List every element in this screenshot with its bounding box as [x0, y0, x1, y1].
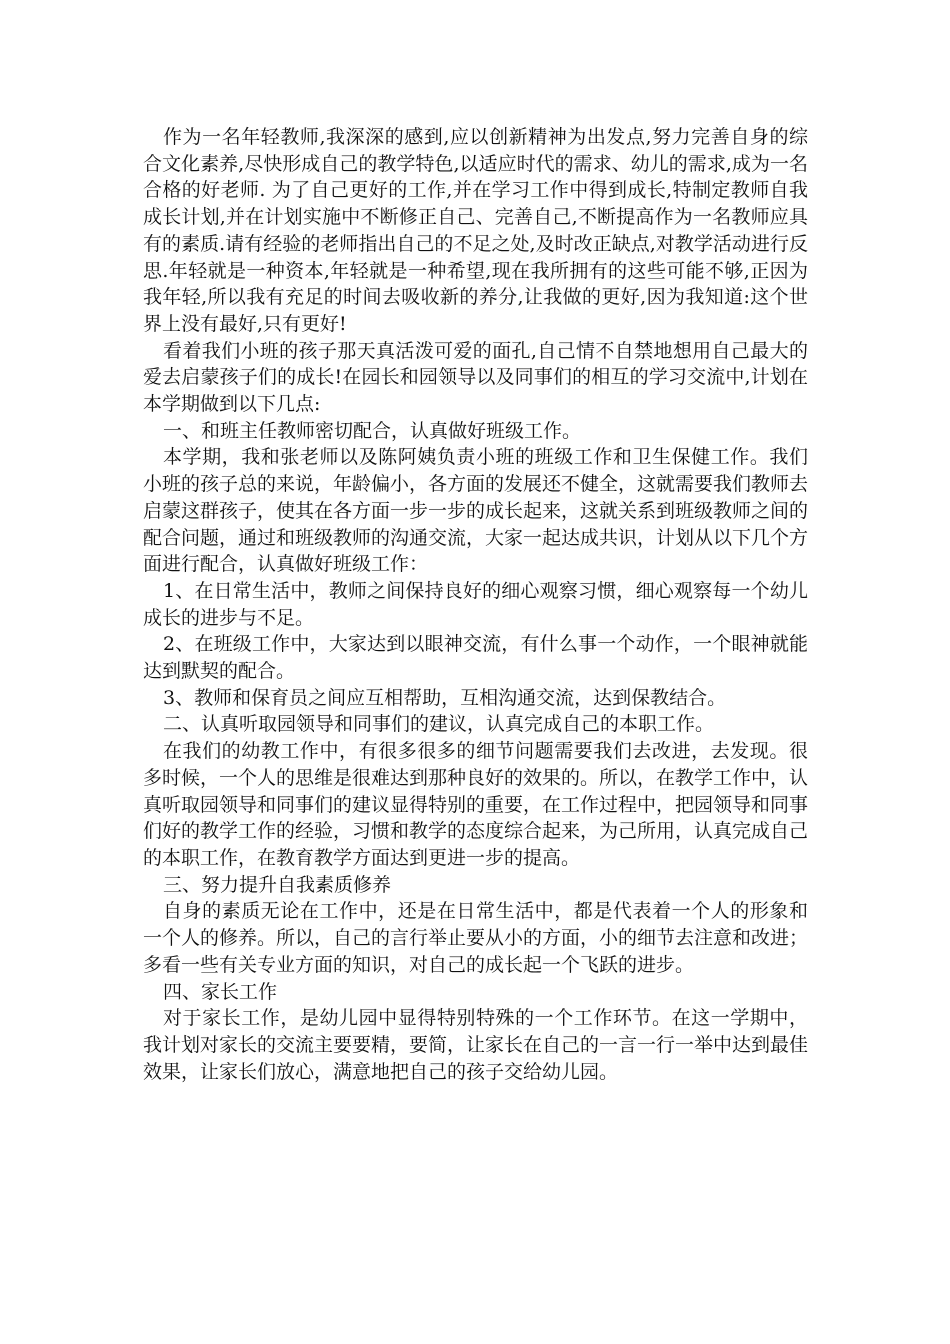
section-2-paragraph: 在我们的幼教工作中，有很多很多的细节问题需要我们去改进，去发现。很多时候，一个人的思维是很难达到那种良好的效果的。所以，在教学工作中，认真听取园领导和同事们的建议显得特别的重要，在工作过程中，把园领导和同事们好的教学工作的经验，习惯和教学的态度综合起来，为己所用，认真完成自己的本职工作，在教育教学方面达到更进一步的提高。: [143, 740, 809, 869]
document-body: [143, 124, 808, 1085]
section-1-paragraph: 本学期，我和张老师以及陈阿姨负责小班的班级工作和卫生保健工作。我们小班的孩子总的来说，年龄偏小，各方面的发展还不健全，这就需要我们教师去启蒙这群孩子，使其在各方面一步一步的成长起来，这就关系到班级教师之间的配合问题，通过和班级教师的沟通交流，大家一起达成共识，计划从以下几个方面进行配合，认真做好班级工作：: [143, 446, 809, 576]
section-3-paragraph: 自身的素质无论在工作中，还是在日常生活中，都是代表着一个人的形象和一个人的修养。所以，自己的言行举止要从小的方面，小的细节去注意和改进；多看一些有关专业方面的知识，对自己的成长起一个飞跃的进步。: [143, 900, 809, 976]
list-item-2: 2、在班级工作中，大家达到以眼神交流，有什么事一个动作，一个眼神就能达到默契的配合。: [143, 633, 808, 683]
section-heading-1: 一、和班主任教师密切配合，认真做好班级工作。: [163, 419, 582, 442]
intro-paragraph: 作为一名年轻教师,我深深的感到,应以创新精神为出发点,努力完善自身的综合文化素养,尽快形成自己的教学特色,以适应时代的需求、幼儿的需求,成为一名合格的好老师. 为了自己更好的工作,并在学习工作中得到成长,特制定教师自我成长计划,并在计划实施中不断修正自己、完善自己,不断提高作为一名教师应具有的素质.请有经验的老师指出自己的不足之处,及时改正缺点,对教学活动进行反思.年轻就是一种资本,年轻就是一种希望,现在我所拥有的这些可能不够,正因为我年轻,所以我有充足的时间去吸收新的养分,让我做的更好,因为我知道:这个世界上没有最好,只有更好!: [143, 126, 808, 335]
list-item-1: 1、在日常生活中，教师之间保持良好的细心观察习惯，细心观察每一个幼儿成长的进步与不足。: [143, 579, 808, 629]
section-heading-4: 四、家长工作: [163, 980, 278, 1003]
section-4-paragraph: 对于家长工作，是幼儿园中显得特别特殊的一个工作环节。在这一学期中，我计划对家长的交流主要要精，要简，让家长在自己的一言一行一举中达到最佳效果，让家长们放心，满意地把自己的孩子交给幼儿园。: [143, 1007, 809, 1083]
section-heading-3: 三、努力提升自我素质修养: [163, 873, 392, 896]
list-item-3: 3、教师和保育员之间应互相帮助，互相沟通交流，达到保教结合。: [163, 686, 727, 709]
section-heading-2: 二、认真听取园领导和同事们的建议，认真完成自己的本职工作。: [163, 713, 715, 736]
plan-overview-paragraph: 看着我们小班的孩子那天真活泼可爱的面孔,自己情不自禁地想用自己最大的爱去启蒙孩子们的成长!在园长和园领导以及同事们的相互的学习交流中,计划在本学期做到以下几点:: [143, 339, 808, 416]
